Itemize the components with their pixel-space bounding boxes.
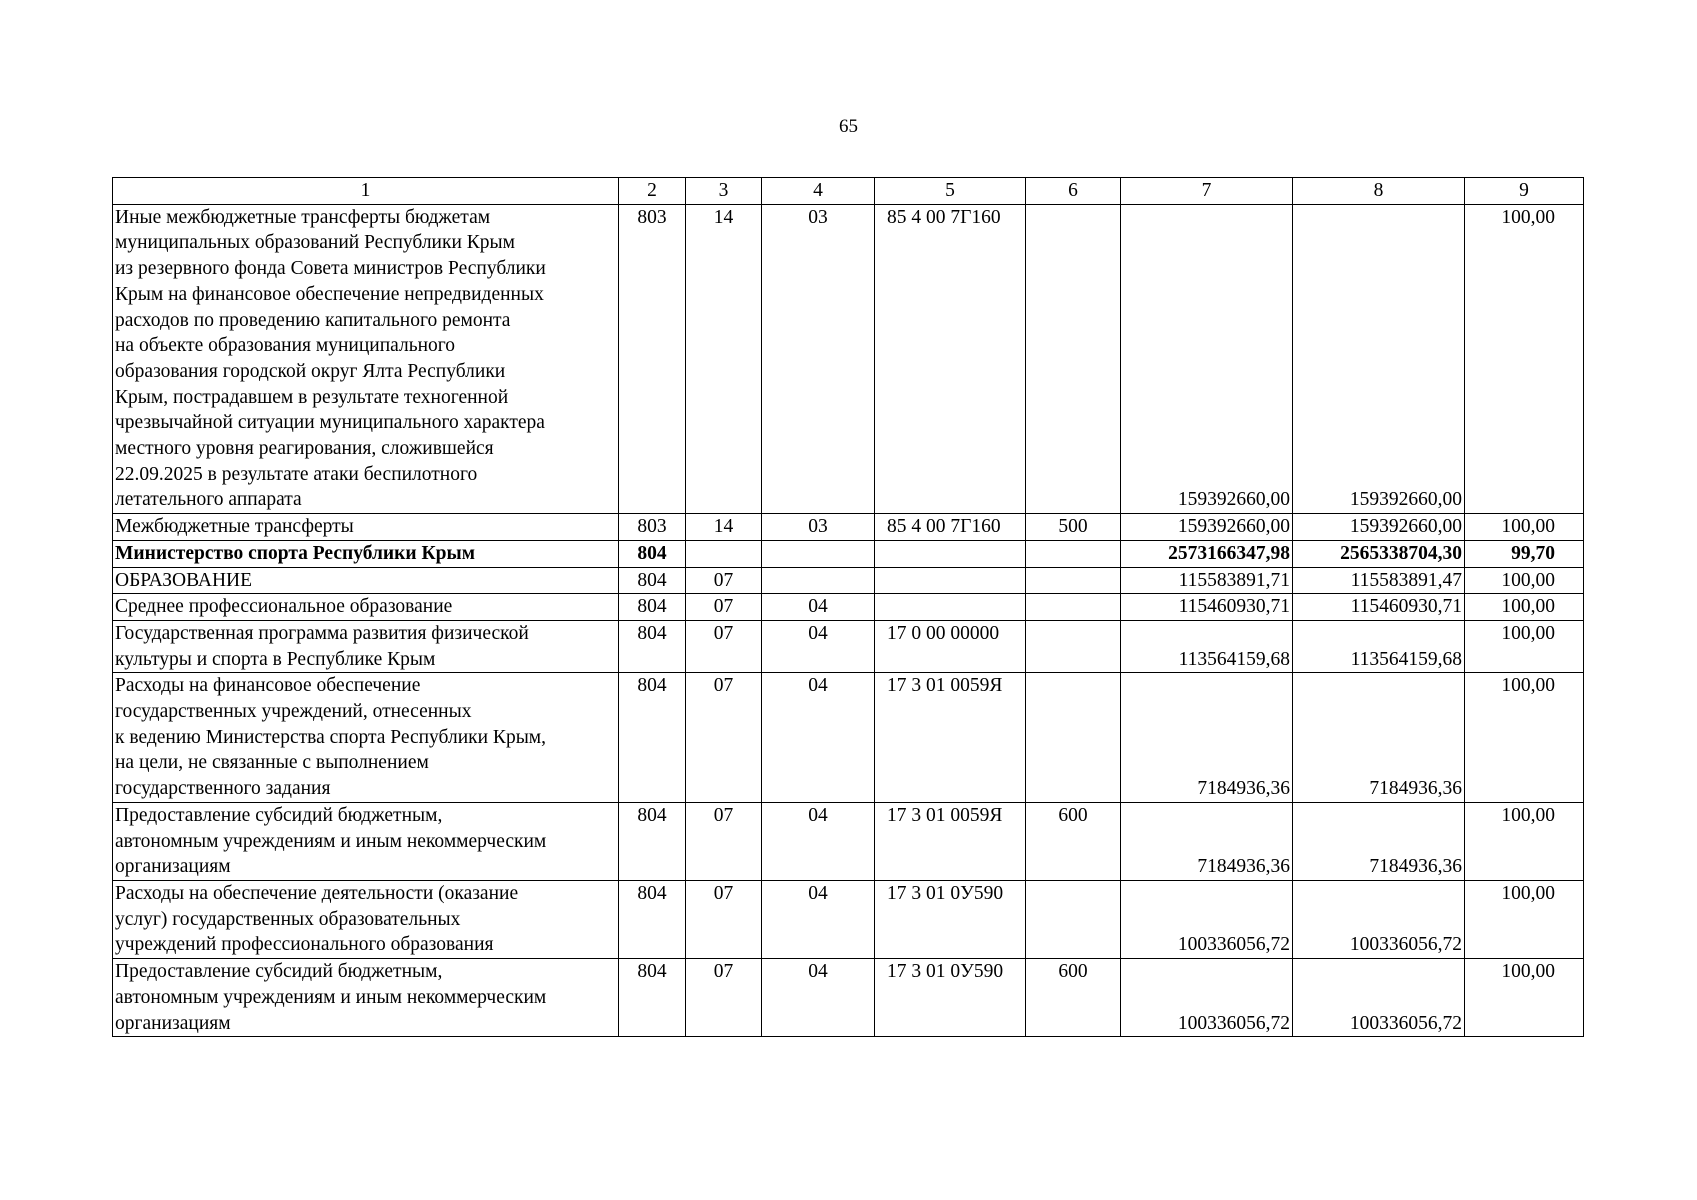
budget-table [112,177,1584,1037]
row-name-cell: Расходы на обеспечение деятельности (оказание услуг) государственных образовательных учреждений профессионального образования [113,880,619,958]
subsection2-cell: 04 [762,802,875,880]
table-row [113,204,1584,513]
execution-percent-cell: 100,00 [1465,620,1584,672]
subsection2-cell: 04 [762,620,875,672]
executed-amount-cell: 2565338704,30 [1293,540,1465,567]
target-article-cell [875,594,1026,621]
table-row [113,540,1584,567]
section-cell: 804 [619,594,686,621]
table-row [113,673,1584,803]
subsection2-cell: 04 [762,673,875,803]
table-row [113,620,1584,672]
table-row [113,959,1584,1037]
execution-percent-cell: 100,00 [1465,204,1584,513]
subsection2-cell: 03 [762,514,875,541]
target-article-cell: 17 3 01 0059Я [875,802,1026,880]
subsection-cell: 07 [686,802,762,880]
expense-type-cell [1026,204,1121,513]
target-article-cell [875,567,1026,594]
expense-type-cell: 500 [1026,514,1121,541]
section-cell: 803 [619,514,686,541]
approved-amount-cell: 100336056,72 [1121,959,1293,1037]
execution-percent-cell: 100,00 [1465,802,1584,880]
section-cell: 804 [619,540,686,567]
expense-type-cell [1026,673,1121,803]
row-name-cell: Предоставление субсидий бюджетным, автономным учреждениям и иным некоммерческим организациям [113,802,619,880]
subsection2-cell: 04 [762,959,875,1037]
approved-amount-cell: 159392660,00 [1121,514,1293,541]
row-name-cell: ОБРАЗОВАНИЕ [113,567,619,594]
subsection2-cell: 04 [762,594,875,621]
execution-percent-cell: 99,70 [1465,540,1584,567]
subsection-cell: 07 [686,620,762,672]
subsection-cell: 07 [686,673,762,803]
section-cell: 804 [619,802,686,880]
approved-amount-cell: 2573166347,98 [1121,540,1293,567]
header-cell: 4 [762,178,875,205]
execution-percent-cell: 100,00 [1465,567,1584,594]
row-name-cell: Предоставление субсидий бюджетным, автономным учреждениям и иным некоммерческим организациям [113,959,619,1037]
executed-amount-cell: 113564159,68 [1293,620,1465,672]
row-name-cell: Среднее профессиональное образование [113,594,619,621]
table-row [113,514,1584,541]
section-cell: 804 [619,620,686,672]
header-cell: 2 [619,178,686,205]
page-number: 65 [839,116,858,137]
row-name-cell: Министерство спорта Республики Крым [113,540,619,567]
header-cell: 6 [1026,178,1121,205]
execution-percent-cell: 100,00 [1465,514,1584,541]
subsection-cell: 07 [686,880,762,958]
header-cell: 8 [1293,178,1465,205]
section-cell: 804 [619,567,686,594]
executed-amount-cell: 100336056,72 [1293,959,1465,1037]
header-cell: 1 [113,178,619,205]
section-cell: 804 [619,880,686,958]
header-cell: 5 [875,178,1026,205]
executed-amount-cell: 159392660,00 [1293,204,1465,513]
subsection2-cell [762,567,875,594]
approved-amount-cell: 115460930,71 [1121,594,1293,621]
expense-type-cell [1026,540,1121,567]
subsection2-cell: 03 [762,204,875,513]
executed-amount-cell: 115583891,47 [1293,567,1465,594]
table-header-row [113,178,1584,205]
approved-amount-cell: 159392660,00 [1121,204,1293,513]
executed-amount-cell: 7184936,36 [1293,673,1465,803]
section-cell: 804 [619,959,686,1037]
subsection-cell: 14 [686,204,762,513]
approved-amount-cell: 7184936,36 [1121,802,1293,880]
execution-percent-cell: 100,00 [1465,880,1584,958]
target-article-cell [875,540,1026,567]
subsection2-cell: 04 [762,880,875,958]
subsection-cell: 07 [686,959,762,1037]
subsection-cell [686,540,762,567]
expense-type-cell [1026,880,1121,958]
approved-amount-cell: 113564159,68 [1121,620,1293,672]
target-article-cell: 17 0 00 00000 [875,620,1026,672]
subsection-cell: 07 [686,567,762,594]
section-cell: 804 [619,673,686,803]
execution-percent-cell: 100,00 [1465,673,1584,803]
target-article-cell: 17 3 01 0У590 [875,959,1026,1037]
expense-type-cell [1026,594,1121,621]
section-cell: 803 [619,204,686,513]
table-row [113,802,1584,880]
expense-type-cell [1026,620,1121,672]
target-article-cell: 85 4 00 7Г160 [875,204,1026,513]
subsection-cell: 07 [686,594,762,621]
header-cell: 7 [1121,178,1293,205]
expense-type-cell: 600 [1026,959,1121,1037]
executed-amount-cell: 100336056,72 [1293,880,1465,958]
expense-type-cell [1026,567,1121,594]
row-name-cell: Государственная программа развития физической культуры и спорта в Республике Крым [113,620,619,672]
execution-percent-cell: 100,00 [1465,959,1584,1037]
table-row [113,880,1584,958]
approved-amount-cell: 100336056,72 [1121,880,1293,958]
target-article-cell: 17 3 01 0У590 [875,880,1026,958]
target-article-cell: 85 4 00 7Г160 [875,514,1026,541]
header-cell: 9 [1465,178,1584,205]
subsection2-cell [762,540,875,567]
row-name-cell: Иные межбюджетные трансферты бюджетам муниципальных образований Республики Крым из резервного фонда Совета министров Республики Крым на финансовое обеспечение непредвиденных расходов по проведению капитального ремонта на объекте образования муниципального образования городской округ Ялта Республики Крым, пострадавшем в результате техногенной чрезвычайной ситуации муниципального характера местного уровня реагирования, сложившейся 22.09.2025 в результате атаки беспилотного летательного аппарата [113,204,619,513]
header-cell: 3 [686,178,762,205]
executed-amount-cell: 115460930,71 [1293,594,1465,621]
approved-amount-cell: 7184936,36 [1121,673,1293,803]
row-name-cell: Расходы на финансовое обеспечение государственных учреждений, отнесенных к ведению Министерства спорта Республики Крым, на цели, не связанные с выполнением государственного задания [113,673,619,803]
executed-amount-cell: 159392660,00 [1293,514,1465,541]
expense-type-cell: 600 [1026,802,1121,880]
table-row [113,567,1584,594]
subsection-cell: 14 [686,514,762,541]
row-name-cell: Межбюджетные трансферты [113,514,619,541]
executed-amount-cell: 7184936,36 [1293,802,1465,880]
target-article-cell: 17 3 01 0059Я [875,673,1026,803]
approved-amount-cell: 115583891,71 [1121,567,1293,594]
execution-percent-cell: 100,00 [1465,594,1584,621]
table-row [113,594,1584,621]
